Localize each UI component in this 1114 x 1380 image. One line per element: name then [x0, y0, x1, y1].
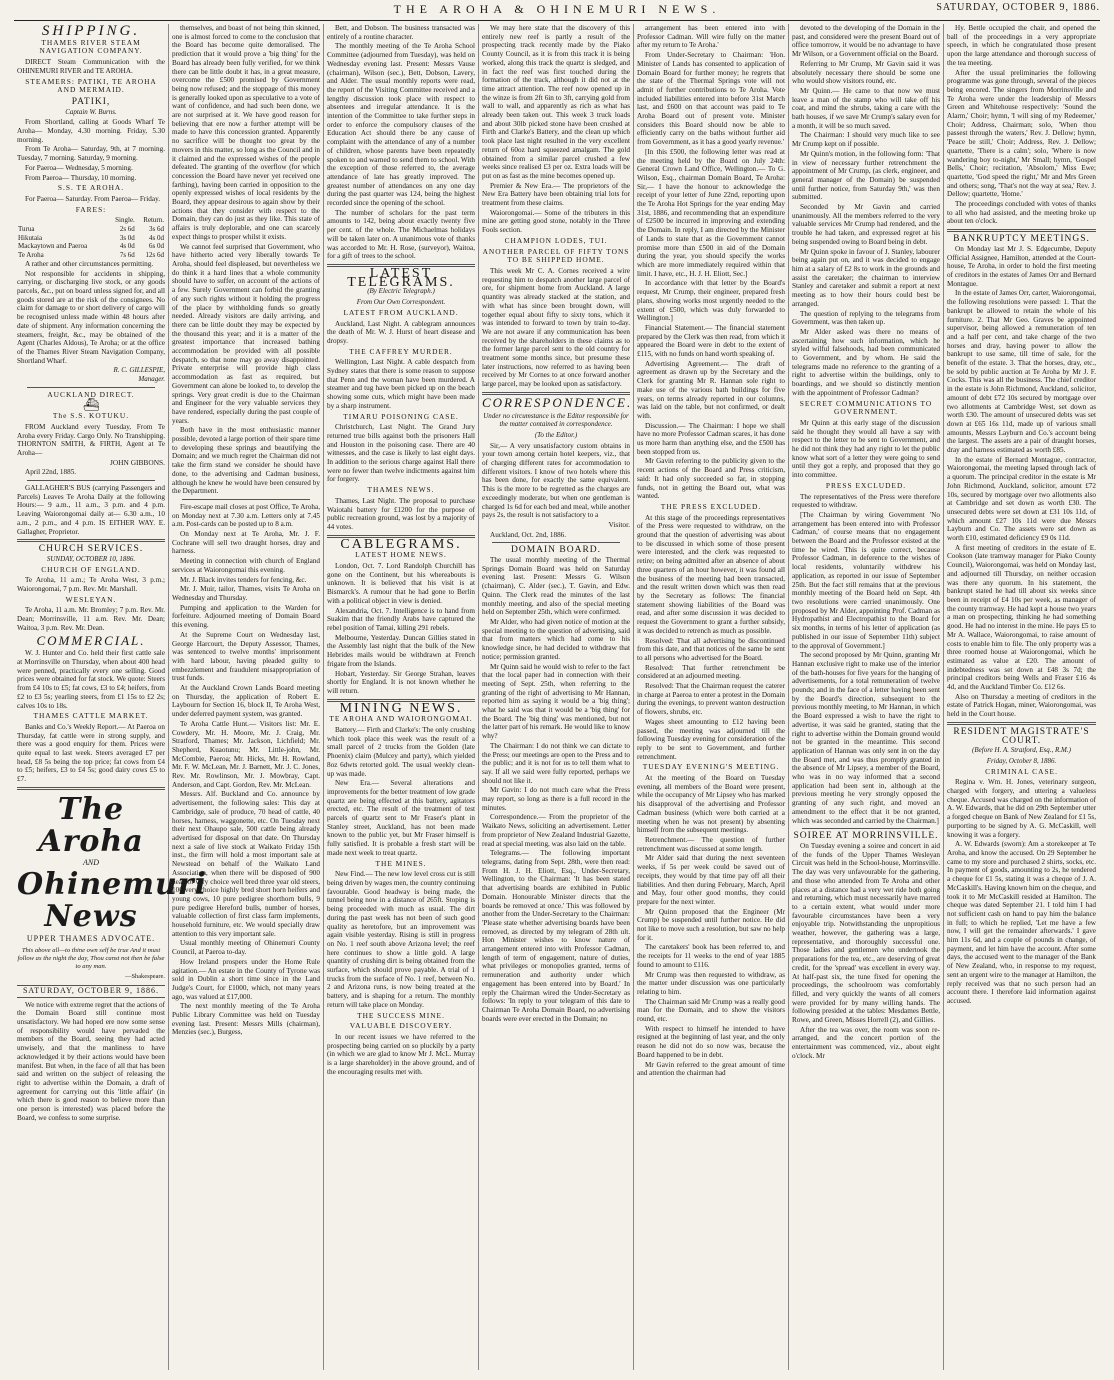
report-text: Referring to Mr Crump, Mr Gavin said it was absolutely necessary there should be some one who would show visitors round, etc.	[792, 59, 940, 86]
report-text: A. W. Edwards (sworn): Am a storekeeper at Te Aroha, and know the accused. On 29 September he came to my store and purchased 2 shirts, socks, etc. In payment of goods, amounting to 2s, he tendered a cheque for £1 5s, stating it was a cheque of J. A. McCaskill's. Having known him on the cheque, and took it to Mr McCaskill resided at Hamilton. The cheque was dated September 21. I told him I had not sufficient cash on hand to pay him the balance in full; to which he replied, 'Let me have a few now, I will get the remainder afterwards.' I gave him 11s 6d, and a couple of pounds in change, of payment, and let him have the account. After some days, the accused went to the manager of the Bank of New Zealand, who, in response to my request, sent an urgent wire to the manager at Hamilton, the reply received was that no such person had an account there. I therefore laid information against accused.	[947, 840, 1096, 1005]
report-text: At this stage of the proceedings representatives of the Press were requested to withdraw, on the ground that the question of advertising was about to be discussed in which some of those present were interested, and the clerk was requested to retire; on being admitted after an absence of about three quarters of an hour however, it was found all the business of the meeting had been transacted, and the result written down which was then read by the Secretary as follows: The financial statement showing liabilities of the Board was read, and after some discussion it was decided to request the Government to grant a further subsidy, it was decided to retrench as much as possible.	[637, 513, 785, 635]
local-item: The next monthly meeting of the Te Aroha Public Library Committee was held on Tuesday evening last. Present: Messrs Mills (chairman), Menzies (sec.), Burgess,	[172, 1002, 320, 1037]
mining-item: Battery.— Firth and Clarke's: The only crushing which took place this week was the result of a small parcel of 2 trucks from the Golden (late Phoenix) claim (Mulcey and party), which yielded 8oz 6dwts retorted gold. The usual weekly clean-up was made.	[327, 726, 475, 778]
heading-church-england: CHURCH OF ENGLAND.	[41, 564, 141, 574]
report-text: A first meeting of creditors in the estate of E. Cookson (late tramway manager for Piako County Council), Waiorongomai, was held on Monday last, and adjourned till Thursday, on neither occasion was there any quorum. In his statement, the bankrupt stated he had till about six weeks since been in receipt of £4 10s per week, as manager of the county tramway. He had kept a house two years a man on prospecting, thinking he had something good. He had no interest in the mine. He pays £5 to Mr A. Wallace, Waiorongomai, to raise amount of costs to enable him to file. The only property was a three roomed house at Waiorongomai, which he estimated as value at £20. The amount of indebtedness was set down at £48 3s 7d; the principal creditors being Wells and Fraser £16 4s 4d, and the Auckland Timber Co. £12 6s.	[947, 543, 1096, 692]
divider	[947, 229, 1096, 232]
divider	[492, 542, 620, 543]
report-text: The Chairman said Mr Crump was a really good man for the Domain, and to show the visitors round, etc.	[637, 997, 785, 1024]
telegram-item: Christchurch, Last Night. The Grand Jury returned true bills against both the prisoners Hall and Houston in the poisoning case. There are 40 witnesses, and the case is likely to last eight days. In addition to the serious charge against Hall there were no fewer than twelve indictments against him for forgery.	[327, 423, 475, 484]
report-text: Resolved: That the Chairman request the caterer in charge at Paeroa to enter a protest in the Domain during the evenings, to prevent wanton destruction of flowers, shrubs, etc.	[637, 682, 785, 717]
steamer-icon: ⛴	[82, 397, 100, 413]
report-text: Seconded by Mr Gavin and carried unanimously. All the members referred to the very valuable services Mr Crump had rendered, and the trouble he had taken, and expressed regret at his being suspended owing to Board being in debt.	[792, 203, 940, 246]
mining-item: We may here state that the discovery of this entirely new reef is partly a result of the prospecting track recently made by the Piako County Council, as it is from this track it is being worked, along this track the quartz is sledged, and in fact the reef was first touched during the formation of the track, although it did not at the time attract attention. The reef now opened up in the winze is from 2ft 6in to 3ft, carrying gold from wall to wall, and apparently as rich as what has already been taken out. This week 3 truck loads and about 30lb picked stone have been crushed at Firth and Clarke's Battery, and the clean up which took place last night resulted in the very excellent return of 60oz hard squeezed amalgam. The gold obtained from a similar parcel crushed a few weeks since realised £3 per oz. Extra loads will be put on as fast as the mine becomes opened up.	[482, 24, 630, 180]
manager-name: R. C. GILLESPIE,	[113, 366, 165, 375]
mining-item: Premier & New Era.— The proprietors of the New Era Battery have been obtaining trial lots for treatment from these claims.	[482, 181, 630, 208]
schedule-4: From Paeroa— Thursday, 10 morning.	[25, 173, 137, 182]
heading-cablegrams: CABLEGRAMS.	[340, 536, 462, 552]
column-4	[479, 24, 634, 1370]
cable-item: London, Oct. 7. Lord Randolph Churchill has gone on the Continent, but his whereabouts is unknown. It is believed that his visit is at Bismarck's. A rumour that he had gone to Berlin with a political object in view is denied.	[327, 562, 475, 605]
captain-line: Captain W. Burns.	[65, 107, 117, 116]
gibbons-date: April 22nd, 1885.	[25, 468, 77, 477]
heading-mining-sub: TE AROHA AND WAIORONGOMAI.	[329, 714, 473, 724]
local-item: Messrs. Alf. Buckland and Co. announce by advertisement, the following sales: This day at Cambridge, sale of produce, 70 head of cattle, 40 horses, harness, waggonette, etc. On Tuesday next their next Ohaupo sale, 500 cattle being already advertised for disposal on that date. On Thursday next a sale of live stock at Waikato Friday 15th inst., the firm will hold a most important sale at Newstead on behalf of the Waikato Land Association, when there will be disposed of 900 head of very choice well bred three year old steers, 100 very choice highly bred short horn heifers and young cows, 10 pure pedigree shorthorn bulls, 9 pure pedigree Hereford bulls, number of horses, valuable collection of first class farm implements, household furniture, etc. We would specially draw attention to this very important sale.	[172, 790, 320, 938]
nameplate-subtitle: UPPER THAMES ADVOCATE.	[26, 933, 156, 943]
report-text: arrangement has been entered into with Professor Cadman. Will wire fully on the matter after my return to Te Aroha.'	[637, 24, 785, 50]
heading-the-mines: THE MINES.	[375, 858, 427, 868]
mining-item: New Find.— The new low level cross cut is still being driven by wages men, the country continuing favourable. Good headway is being made, the tunnel being now in a distance of 265ft. Stoping is being proceeded with much as usual. The dirt during the past week has not been of such good quality as heretofore, but an improvement was again visible yesterday. Rising is still in progress on No. 1 reef south above Arizona level; the reef here continues to show a little gold. A large quantity of crushing dirt is being obtained from the surface, which should prove payable. A trial of 1 trucks from the surface of No. 1 reef, between No. 2 and Arizona runs, is now being treated at the battery, and is shaping for a return. The monthly return will take place on Monday.	[327, 870, 475, 1009]
local-item: Te Aroha Cattle Hunt.— Visitors list: Mr. E. Cowdery, Mr. H. Moore, Mr. J. Craig, Mr. Stratford, Thames; Mr. Jackson, Lichfield; Mr. Shepherd, Kuaotunu; Mr. Little-john, Mr. McCombie, Paeroa; Mr. Hicks, Mr. H. Rowland, Mr. F. W. McLean, Mr. J. Barnett, Mr. J. C. Jones, Rev. Mr. Rowlinson, Mr. J. Mowbray, Capt. Anderson, and Capt. Gordon, Rev. Mr. McLean.	[172, 719, 320, 789]
masthead	[14, 2, 1100, 22]
heading-another-parcel: ANOTHER PARCEL OF FIFTY TONS TO BE SHIPPED HOME.	[482, 246, 630, 265]
heading-wesleyan: WESLEYAN.	[65, 594, 117, 604]
report-text: In the estate of James Orr, carter, Waiorongomai, the following resolutions were passed: 1. That the bankrupt be allowed to retain the whole of his furniture. 2. That Mr Geo. Graves be appointed supervisor, being allowed a remuneration of ten and a half per cent, and take charge of the two horses and dray, having power to allow the bankrupt to use same, till time of sale, for the benefit of the estate. 3. That the horses, dray, etc., be sold by public auction at Te Aroha by Mr J. F. Cocks. This was all the business. The chief creditor in the estate is John Richmond, Auckland, solicitor, amount of debt £72 10s secured by mortgage over two allotments at Cambridge West, set down as worth £30. The amount of unsecured debts was set down at £65 16s 11d, made up of various small amounts, Messrs Layburn and Co.'s account being the largest. The assets are a pair of draught horses, dray and harness estimated as worth £85.	[947, 289, 1096, 455]
columns	[14, 24, 1100, 1370]
local-item: At the Auckland Crown Lands Board meeting on Thursday, the application of Robert E. Laybourn for Section 16, block II, Te Aroha West, under deferred payment system, was granted.	[172, 684, 320, 719]
report-text: Mr Quinn's motion, in the following form: 'That in view of necessary further retrenchment the appointment of Mr Crump, (as clerk, engineer, and general manager of the Domain) be suspended until further notice, from Saturday 9th,' was then submitted.	[792, 149, 940, 202]
manager-title: Manager.	[138, 375, 165, 384]
heading-success-mine: THE SUCCESS MINE.	[357, 1010, 445, 1020]
article-text: themselves, and boast of not being thin skinned, one is almost forced to come to the conclusion that the Board has become quite demoralised. The prediction that it would prove a 'big thing' for the Board has already been fully verified, for we think there can be little doubt it has, in a great measure, overcome the £500 promised by Government being now refused; and the stoppage of this money is generally looked upon as speculative to a vote of want of confidence, and had such been done, we are not surprised at it. We have good reason for believing that ere now a further attempt will be made to have this concession granted. Apparently no sacrifice will be thought too great by the movers in this matter, so long as the Council and in it claimed and the expressed wishes of the people defeated. The granting of the overflow (for which concession the Board have never yet received one farthing), having been carried in opposition to the openly expressed wishes of local residents by the Board, they appear desirous to again show by their actions that they consider with respect to the Domain, they can do just as they like. This state of affairs is truly deplorable, and one can scarcely expect things to prosper whilst it exists.	[172, 24, 320, 241]
report-text: Mr Quinn said he would wish to refer to the fact that the local paper had in connection with their meeting of Sept. 25th, when referring to the granting of the right of advertising to Mr Hannan, reported him as saying it would be a 'big thing'; what he said was that it would be a 'big thing' for the Board. The 'big thing' was mentioned, but not the latter part of his remark. He would like to know why?	[482, 662, 630, 741]
divider	[17, 787, 165, 790]
thames-cattle-text: Banks and Co.'s Weekly Report.— At Paeroa on Thursday, fat cattle were in strong supply, and there was a good enquiry for them. Prices were quite equal to last week. Steers averaged £7 per head, £8 5s being the top price; fat cows from £4 to £5; heifers, £3 to £4 5s; good dairy cows £5 to £7.	[17, 722, 165, 784]
heading-timaru: TIMARU POISONING CASE.	[343, 411, 459, 421]
schedule-2: From Te Aroha— Saturday, 9th, at 7 morning. Tuesday, 7 morning. Saturday, 9 morning.	[17, 145, 165, 163]
local-item: Pumping and application to the Warden for forfeiture. Adjourned meeting of Domain Board this evening.	[172, 603, 320, 630]
church-date: SUNDAY, OCTOBER 10, 1886.	[46, 554, 136, 563]
local-item: Mr. J. Black invites tenders for fencing, &c.	[180, 575, 307, 584]
heading-shipping: SHIPPING.	[41, 23, 141, 39]
table-row: Hikutaia 3s 0d 4s 0d	[18, 233, 164, 242]
heading-auckland-direct: AUCKLAND DIRECT.	[47, 389, 135, 399]
report-text: Wages sheet amounting to £12 having been passed, the meeting was adjourned till the following Tuesday evening for consideration of the reply to be sent to Government, and further retrenchment.	[637, 717, 785, 761]
magistrate-before: (Before H. A. Stratford, Esq., R.M.)	[972, 746, 1071, 755]
local-item: Usual monthly meeting of Ohinemuri County Council, at Paeroa to-day.	[172, 939, 320, 957]
local-item: How Ireland prospers under the Home Rule agitation.— An estate in the County of Tyrone was sold in Dublin a short time since in the Land Judge's Court, for £1000, which, not many years ago, was valued at £17,000.	[172, 957, 320, 1001]
nameplate-line-1: The Aroha	[38, 791, 144, 859]
report-text: Financial Statement.— The financial statement prepared by the Clerk was then read, from which it appeared the Board were in debt to the extent of £115, with no funds on hand worth speaking of.	[637, 323, 785, 359]
england-text: Te Aroha, 11 a.m.; Te Aroha West, 3 p.m.; Waiorongomai, 7 p.m. Rev. Mr. Marshall.	[17, 576, 165, 594]
report-text: Mr Gavin: I do not much care what the Press may report, so long as there is a full record in the minutes.	[482, 786, 630, 812]
bus-advert: GALLAGHER'S BUS (carrying Passengers and Parcels) Leaves Te Aroha Daily at the following Hours:— 9 a.m., 11 a.m., 3 p.m. and 4 p.m. Leaving Waiorongomai daily at— 6.30 a.m., 10 a.m., 2 p.m., and 4 p.m. IS EITHER WAY. E. Gallagher, Proprietor.	[17, 484, 165, 536]
motto-attribution: —Shakespeare.	[125, 973, 165, 981]
schedule-3: For Paeroa— Wednesday, 5 morning.	[25, 163, 133, 172]
fares-header-row: Single. Return.	[115, 216, 164, 225]
direct-text: DIRECT Steam Communication with the OHINEMURI RIVER and TE AROHA.	[17, 58, 165, 75]
local-item: The monthly meeting of the Te Aroha School Committee (adjourned from Tuesday), was held on Wednesday evening last. Present: Messrs Vause (chairman), Wilson (sec.), Bett, Dobson, Lavery, and Alder. The usual monthly reports were read, the report of the Visiting Committee received and a lengthy discussion took place with respect to absentees and irregular attendance. It is the intention of the Committee to take further steps in order to enforce the compulsory clauses of the Education Act should there be any cause of complaint with the attendance of any of a number of children, whose parents have been repeatedly spoken to and warned to send them to school. With the exception of those referred to, the average attendance of late has greatly improved. The greatest number of attendances on any one day during the past quarter was 124, being the highest recorded since the opening of the school.	[327, 42, 475, 208]
report-text: Mr Crump was then requested to withdraw, as the matter under discussion was one particularly relating to him.	[637, 970, 785, 996]
report-text: After the tea was over, the room was soon re-arranged, and the concert portion of the entertainment was commenced, viz., about eight o'clock. Mr	[792, 1025, 940, 1060]
report-text: Correspondence.— From the proprietor of the Waikato News, soliciting an advertisement. Letter from proprietor of New Zealand Industrial Gazette, read at special meeting, was also laid on the table.	[482, 813, 630, 848]
heading-steamers: STEAMERS: PATIKI, TE AROHA AND MERMAID.	[25, 76, 157, 95]
telegraph-byline: (By Electric Telegraph.)	[367, 287, 435, 296]
heading-latest-home: LATEST HOME NEWS.	[355, 550, 447, 560]
cable-item: Alexandria, Oct. 7. Intelligence is to hand from Suakim that the friendly Arabs have captured the rebel position of Tamai, killing 291 rebels.	[327, 606, 475, 632]
report-text: In accordance with that letter by the Board's request, Mr Crump, their engineer, prepared fresh plans, showing works most urgently needed to the extent of £500, which was duly forwarded to Wellington.]	[637, 279, 785, 323]
table-row: Te Aroha 7s 6d 12s 6d	[18, 251, 164, 260]
heading-domain-board: DOMAIN BOARD.	[510, 545, 602, 556]
heading-latest-auckland: LATEST FROM AUCKLAND.	[343, 307, 459, 317]
report-text: After the usual preliminaries the following programme was gone through, several of the pieces being encored. The singers from Morrinsville and Te Aroha were under the leadership of Messrs Green and Whitehouse respectively: 'Sound the Alarm,' Choir; hymn, 'I will sing of my Redeemer,' Choir; Address, Chairman; solo, 'When thou passest through the waters,' Rev. J. Dellow; hymn, 'Peace be still,' Choir; Address, Rev. J. Dellow; quartette, 'There is a calm'; solo, 'Where is now wandering boy to-night,' Mr Small; hymn, 'Gospel Bells,' Choir; recitation, 'Absolom,' Miss Ewe; quartette, 'God speed the right,' Mr and Mrs Green and others; song, 'That's not the way at sea,' Rev. J. Dellow; quartette, 'Home.'	[947, 68, 1096, 199]
correspondent-byline: From Our Own Correspondent.	[356, 298, 446, 307]
heading-latest-telegrams: LATEST TELEGRAMS.	[347, 265, 455, 290]
column-5	[634, 24, 789, 1370]
wesleyan-text: Te Aroha, 11 a.m. Mr. Bromley; 7 p.m. Rev. Mr. Dean; Morrinsville, 11 a.m. Rev. Mr. Dean; Waitoa, 3 p.m. Rev. Mr. Dean.	[17, 606, 165, 632]
heading-patiki: PATIKI,	[71, 96, 111, 107]
heading-champion-lodes: CHAMPION LODES, TUI.	[504, 235, 608, 245]
divider	[802, 828, 930, 829]
report-text: The usual monthly meeting of the Thermal Springs Domain Board was held on Saturday evening last. Present: Messrs G. Wilson (chairman), C. Alder (sec.), T. Gavin, and Edw. Quinn. The Clerk read the minutes of the last monthly meeting, and also of the special meeting held on September 25th, which were confirmed.	[482, 556, 630, 617]
letter-text: Sir,— A very unsatisfactory custom obtains in your town among certain hotel keepers, viz., that of charging different rates for accommodation to different visitors. I know of two hotels where this has been done, for exactly the same equivalent. This is the more to be regretted as the charges are exceedingly moderate, but when one gentleman is charged 1s 6d for each bed and meal, while another pays 2s, the result is not satisfactory to a	[482, 441, 630, 520]
mining-item: New Era.— Several alterations and improvements for the better treatment of low grade quartz are being effected at this battery, agitators erected, etc. The result of the treatment of test parcels of quartz sent to Mr Fraser's plant in Stanley street, Auckland, has not been made known to the public yet, but Mr Fraser himself is fully satisfied. It is probable a fresh start will be made next week to treat quartz.	[327, 779, 475, 857]
heading-te-aroha-steamer: S.S. TE AROHA.	[57, 183, 125, 193]
report-text: The proceedings concluded with votes of thanks to all who had assisted, and the meeting broke up about ten o'clock.	[947, 200, 1096, 226]
report-text: The Chairman: I do not think we can dictate to the Press; our meetings are open to the Press and to the public; and it is not for us to tell them what to say. If all we said were fully reported, perhaps we should not like it.	[482, 741, 630, 785]
masthead-rule	[14, 20, 1100, 21]
column-1	[14, 23, 207, 1370]
commercial-text: W. J. Hunter and Co. held their first cattle sale at Morrinsville on Thursday, when about 400 head were penned, practically every one selling. Good prices were obtained for fat stock. We quote: Steers from £4 10s to £5; fat cows, £3 to £4; heifers, from £2 to £3 5s; yearling steers, from £1 15s to £2 2s; calves 10s to 18s.	[17, 649, 165, 710]
letter-signature: Visitor.	[608, 519, 630, 529]
motto: This above all—to thine own self be true And it must follow as the night the day, Thou canst not then be false to any man.	[17, 947, 165, 971]
heading-secret-communications: SECRET COMMUNICATIONS TO GOVERNMENT.	[799, 398, 933, 417]
report-text: At the meeting of the Board on Tuesday evening, all members of the Board were present, while the occupancy of Mr Lipsey who has marked his disapproval of the advertising and Professor Cadman business (which were both carried at a meeting when he was not present) by absenting himself from the subsequent meetings.	[637, 774, 785, 835]
heading-company: THAMES RIVER STEAM NAVIGATION COMPANY.	[39, 37, 143, 56]
heading-kotuku: The S.S. KOTUKU.	[52, 411, 130, 421]
report-text: The question of replying to the telegrams from Government, was then taken up.	[792, 309, 940, 327]
report-text: From Under-Secretary to Chairman: 'Hon. Minister of Lands has consented to application of Domain Board for further money; he regrets that the state of the Thermal Springs vote will not admit of further contributions to Te Aroha. Vote included liabilities entered into before 31st March last, and £600 on that account was paid to Te Aroha Board out of present vote. Minister considers this Board should now be able to efficiently carry on the baths without further aid from Government, as it has a good yearly revenue.'	[637, 51, 785, 147]
heading-valuable-discovery: VALUABLE DISCOVERY.	[349, 1021, 453, 1031]
report-text: Telegrams.— The following important telegrams, dating from Sept. 28th, were then read: From H. J. H. Eliott, Esq., Under-Secretary, Wellington, to the Chairman: 'It has been stated that advertising boards are exhibited in Public Domain. Honourable Minister directs that the boards be removed at once.' This was followed by another from the Under-Secretary to the Chairman: 'Please state whether advertising boards have been removed, as directed by my telegram of 28th ult. Hon Minister wishes to know nature of arrangement entered into with Professor Cadman, length of term of engagement, nature of duties, what privileges or monopolies granted, terms of remuneration and authority under which engagement has been entered into by Board.' In reply the Chairman wired the Under-Secretary as follows: 'In reply to your telegram of this date to Chairman Te Aroha Domain Board, no advertising boards were ever erected in the Domain; no	[482, 849, 630, 1023]
report-text: Mr Gavin referred to the great amount of time and attention the chairman had	[637, 1060, 785, 1078]
telegram-item: Auckland, Last Night. A cablegram announces the death of Mr. W. J. Hurst of heart disease and dropsy.	[327, 319, 475, 345]
report-text: Advertising Agreement.— The draft of agreement as drawn up by the Secretary and the Clerk for granting Mr R. Hannan sole right to make use of the various bath buildings for five years, on terms already reported in our columns, was laid on the table, but not confirmed, or dealt with.	[637, 359, 785, 420]
report-text: Mr Quinn proposed that the Engineer (Mr Crump) be suspended until further notice. He did not like to move such a resolution, but saw no help for it.	[637, 907, 785, 942]
report-text: On Tuesday evening a soiree and concert in aid of the funds of the Upper Thames Wesleyan Circuit was held in the School-house, Morrinsville. The day was very unfavourable for the gathering, and those who attended from Te Aroha and other places at a distance had a very wet ride both going and returning, which must necessarily have marred to a certain extent, what would under more favourable circumstances have been a very enjoyable trip. Notwithstanding the unpropitious weather, however, the gathering was a large, representative, and thoroughly successful one. Those ladies and gentlemen who undertook the preparations for the tea, etc., are deserving of great credit, for the 'spread' was excellent in every way. At half-past six, the tune fixed for opening the proceedings, the schoolroom was comfortably filled, and very quickly the wants of all comers were provided for by many willing hands. The following presided at the tables: Mesdames Bettle, Rowe, and Green, Misses Horrell (2), and Gillies.	[792, 841, 940, 1025]
column-3	[324, 24, 479, 1370]
gibbons-signature: JOHN GIBBONS.	[109, 457, 165, 467]
to-the-editor: (To the Editor.)	[534, 430, 578, 439]
heading-thames-news: THAMES NEWS.	[367, 485, 435, 495]
report-text: Retrenchment.— The question of further retrenchment was discussed at some length.	[637, 835, 785, 853]
column-7	[944, 24, 1099, 1370]
report-text: Resolved: That further retrenchment be considered at an adjourned meeting.	[637, 663, 785, 681]
divider	[947, 722, 1096, 725]
heading-church: CHURCH SERVICES.	[38, 544, 144, 555]
report-text: With respect to himself he intended to have resigned at the beginning of last year, and the only reason he did not do so now was, because the Board happened to be in debt.	[637, 1024, 785, 1059]
schedule-5: For Paeroa— Saturday. From Paeroa— Friday.	[25, 194, 161, 203]
heading-correspondence: CORRESPONDENCE.	[482, 394, 633, 410]
local-item: Mr. J. Muir, tailor, Thames, visits Te Aroha on Wednesday and Thursday.	[172, 585, 320, 602]
heading-criminal-case: CRIMINAL CASE.	[985, 766, 1058, 776]
column-2	[169, 24, 324, 1370]
report-text: Mr Quinn at this early stage of the discussion said he thought they would all have a say with respect to the letter to be sent to Government, and he did not think they had any right to let the public know what sort of a letter they were going to send until they got a reply, and proposed that they go into committee.	[792, 418, 940, 480]
issue-dateline: SATURDAY, OCTOBER 9, 1886.	[17, 985, 165, 998]
fare-note: A rather and other circumstances permitting.	[25, 259, 154, 268]
kotuku-text: FROM Auckland every Tuesday, From Te Aroha every Friday. Cargo Only. No Transhipping. THORNTON SMITH, & FIRTH, Agent at Te Aroha—	[17, 422, 165, 457]
report-text: Mr Alder said that during the next seventeen weeks, if 5s per week could be saved out of receipts, they would by that time pay off all their liabilities. And then during February, March, April and May, four other good months, they could prepare for the next winter.	[637, 854, 785, 906]
heading-bankruptcy: BANKRUPTCY MEETINGS.	[953, 234, 1090, 245]
letter-date: Auckland, Oct. 2nd, 1886.	[490, 530, 567, 539]
report-text: Mr Quinn.— He came to that now we must leave a man of the stamp who will take off his coat, and mind the shrubs, taking a care with the bath houses, if we save Mr Crump's salary even for a month, it will be so much saved.	[792, 86, 940, 130]
report-text: The caretakers' book has been referred to, and the receipts for 11 weeks to the end of year 1885 found to amount to £116.	[637, 943, 785, 969]
report-text: Mr Gavin referring to the publicity given to the recent actions of the Board and Press criticism, said: It had only succeeded so far, in stopping funds, not in getting the Board out, what was wanted.	[637, 457, 785, 501]
report-text: On Monday last Mr J. S. Edgecumbe, Deputy Official Assignee, Hamilton, attended at the Court-house, Te Aroha, in order to hold the first meeting of creditors in the estates of James Orr and Bernard Montague.	[947, 244, 1096, 288]
masthead-title: THE AROHA & OHINEMURI NEWS.	[393, 2, 721, 16]
heading-press-excluded: THE PRESS EXCLUDED.	[660, 501, 762, 511]
report-text: Mr Alder asked was there no means of ascertaining how such information, which he styled wilful falsehoods, had been communicated to Government, and by whom. He said the telegrams made no reference to the granting of a right to advertise within the buildings, only to boardings, and we should so distinctly mention with the appointment of Professor Cadman?	[792, 327, 940, 397]
heading-resident-magistrate: RESIDENT MAGISTRATE'S COURT.	[953, 726, 1090, 746]
divider	[27, 480, 155, 481]
report-text: The Chairman: I should very much like to see Mr Crump kept on if possible.	[792, 131, 940, 149]
shipping-notice: Not responsible for accidents in shipping, carrying, or discharging live stock, or any goods parcels, &c., put on board unless signed for, and all goods stored are at the risk of the consignees. No claim for damage to or short delivery of cargo will be recognised unless made within 48 hours after date of shipment. Any information concerning the steamers, freight, &c., may be obtained of the Agent (Charles Aldous), Te Aroha; or at the office of the Thames River Steam Navigation Company, Shortland Wharf.	[17, 269, 165, 365]
report-text: devoted to the developing of the Domain in the past, and considered were the present Board out of office tomorrow, it would be no advantage to have Mr Wilson, or a Government official on the Board.	[792, 24, 940, 59]
mining-item: Waiorongomai.— Some of the tributers in this mine are getting good stone, notably in the Three Fools section.	[482, 208, 630, 235]
column-6	[789, 24, 944, 1370]
local-item: Fire-escape mail closes at post Office, Te Aroha, on Monday next at 7.30 a.m. Letters only at 7.45 a.m. Post-cards can be posted up to 8 a.m.	[172, 502, 320, 529]
table-row: Mackaytown and Paeroa 4s 0d 6s 0d	[18, 242, 164, 251]
local-item: At the Supreme Court on Wednesday last, George Harcourt, the Deputy Assessor, Thames, was sentenced to twelve months' imprisonment with hard labour, having pleaded guilty to embezzlement and fraudulent misappropriation of trust funds.	[172, 630, 320, 683]
divider	[17, 539, 165, 542]
article-text: We cannot feel surprised that Government, who have hitherto acted very liberally towards Te Aroha, should feel displeased, but nevertheless we do think it a hard lines that a whole community should have to suffer, on account of the actions of a few. Surely Government can forbid the granting of any such rights without it holding the progress of the place by withholding funds so greatly needed. Already visitors are daily arriving, and there can be little doubt they may be expected by the thousand this year; and it is a matter of the greatest importance that increased bathing accommodation be provided with all possible despatch, so that none may go away disappointed. Private enterprise will provide high class accommodation as fast as required, but Government can alone be looked to, to develop the springs. Very great credit is due to the Chairman and Engineer for the very valuable services they have rendered, especially during the past couple of years.	[172, 242, 320, 425]
leader-text: We notice with extreme regret that the actions of the Domain Board still continue most unsatisfactory. We had hoped ere now some sense of responsibility would have pervaded the members of the Board, seeing they had acted unwisely, and that the manliness to have acknowledged it by their actions would have been manifest. But when, in the face of all that has been said and written on the subject of releasing the right to advertise within the Domain, a draft of agreement for carrying out this 'little affair' (in which there is good reason to believe more than one person is interested) was placed before the Board, we confess to some surprise.	[17, 1000, 165, 1122]
table-row: Turua 2s 6d 3s 6d	[18, 225, 164, 234]
heading-tuesday-meeting: TUESDAY EVENING'S MEETING.	[642, 762, 780, 772]
report-text: Hy. Bettle occupied the chair, and opened the ball of the proceedings in a very appropriate speech, in which he congratulated those present upon the large attendance and thorough success of the tea meeting.	[947, 24, 1096, 67]
local-item: Meeting in connection with church of England services at Waiorongomai this evening.	[172, 557, 320, 574]
cable-item: Hobart, Yesterday. Sir George Strahan, leaves shortly for England. It is not known whether he will return.	[327, 669, 475, 695]
article-text: Both have in the most enthusiastic manner possible, devoted a large portion of their spare time to developing these springs and beautifying the Domain; and we much regret the Chairman did not take the firm stand we consider he should have done, to the advertising and Cadman business, although he knew he would have been censured by the Department.	[172, 426, 320, 496]
telegram-item: Thames, Last Night. The proposal to purchase Waiotahi battery for £1200 for the purpose of public recreation ground, was lost by a majority of 44 votes.	[327, 496, 475, 531]
heading-caffrey: THE CAFFREY MURDER.	[349, 346, 453, 356]
heading-press-excluded-2: PRESS EXCLUDED.	[825, 480, 907, 490]
heading-mining-news: MINING NEWS.	[339, 700, 463, 716]
report-text: Resolved: That all advertising be discontinued from this date, and that notices of the same be sent to all persons who advertised for the Board.	[637, 636, 785, 662]
divider	[27, 387, 155, 388]
nameplate	[17, 791, 207, 943]
heading-thames-cattle: THAMES CATTLE MARKET.	[33, 711, 149, 721]
heading-fares: FARES:	[75, 204, 107, 214]
mining-item: This week Mr C. A. Cornes received a wire requesting him to despatch another large parcel of ore, for shipment home from Auckland. A large quantity was already stacked at the station, and with what has since been brought down, will together equal about fifty to sixty tons, which it was intended to forward to town by train to-day. We are not aware if any communication has been received by the shareholders in these claims as to the former large parcel sent to the old country for treatment some months since, but presume these later instructions, now referred to as having been received by Mr Cornes to at once forward another large parcel, may be looked upon as satisfactory.	[482, 266, 630, 389]
local-item: Bett, and Dobson. The business transacted was entirely of a routine character.	[327, 24, 475, 41]
heading-commercial: COMMERCIAL.	[36, 632, 146, 648]
nameplate-and: AND	[83, 857, 99, 867]
report-text: Also on Thursday a meeting of creditors in the estate of Patrick Hogan, miner, Waiorongomai, was held in the Court house.	[947, 692, 1096, 719]
masthead-date: SATURDAY, OCTOBER 9, 1886.	[936, 2, 1100, 13]
report-text: Mr Quinn spoke in favour of J. Stanley, labourer being again put on, and it was decided to engage him at a salary of £2 8s to work in the grounds and assist the caretaker; the chairman to interview Stanley and caretaker and submit a report at next meeting as to how their hours could best be arranged.	[792, 247, 940, 308]
nameplate-line-2: Ohinemuri News	[17, 866, 207, 934]
report-text: Mr Alder, who had given notice of motion at the special meeting to the question of advertising, said that from matters which had come to his knowledge since, he had decided to withdraw that notice; permission granted.	[482, 618, 630, 661]
mining-item: In our recent issues we have referred to the prospecting being carried on so pluckily by a party (in which we are glad to know Mr J. McL. Murray is a large shareholder) in the above ground, and of the encouraging results met with.	[327, 1032, 475, 1076]
cable-item: Melbourne, Yesterday. Duncan Gillies stated in the Assembly last night that the bulk of the New Hebrides mails would be withdrawn at French frigate from the Islands.	[327, 633, 475, 668]
report-text: The representatives of the Press were therefore requested to withdraw.	[792, 492, 940, 510]
telegram-item: Wellington, Last Night. A cable despatch from Sydney states that there is some reason to suppose that Penn and the woman have been murdered. A steamer and tug have been picked up on the beach showing some cuts, which might have been made by a sharp instrument.	[327, 358, 475, 410]
report-text: The second proposed by Mr Quinn, granting Mr Hannan exclusive right to make use of the interior of the bath-houses for five years for the hanging of advertisements, for a total remuneration of twelve pounds; and in the face of a letter having been sent by the Board's direction, subsequent to the previous monthly meeting, to Mr Hannan, in which the Board expressed a wish to have the right to advertise, it was said he granted, stating that the right to advertise within the Domain ground would not be granted in the meantime. This second application of Hannan was only sent in on the day the Board met, and was thus promptly granted in the absence of Mr Lipsey, a member of the Board, who was in no way informed that a second application had been sent in, although at the previous meeting he very strongly opposed the granting of any such right, and moved an amendment to the effect that it be not granted, which was seconded and carried by the Chairman.]	[792, 651, 940, 825]
report-text: Regina v. Wm. H. Jones, veterinary surgeon, charged with forgery, and uttering a valueless cheque. Accused was charged on the information of A. W. Edwards, that he did on 29th September utter a forged cheque on Bank of New Zealand for £1 5s, purporting to be signed by A. G. McCaskill, well knowing it was a forgery.	[947, 778, 1096, 839]
report-text: [The Chairman by wiring Government 'No arrangement has been entered into with Professor Cadman,' of course means that no engagement between the Board and the Professor existed at the time he wired. This is quite correct, because Professor Cadman, in deference to the wishes of local residents, voluntarily withdrew his application, as reported in our issue of September 25th. But the fact still remains that at the previous monthly meeting of the Board held on Sept. 4th two resolutions were carried unanimously. One proposed by Mr Alder, appointing Prof. Cadman as Hydropathist and Electropathist to the Board for six months, in terms of his letter of application (as published in our issue of September 11th) subject to the approval of Government.]	[792, 510, 940, 650]
correspondence-note: Under no circumstance is the Editor responsible for the matter contained in correspondence.	[483, 411, 629, 429]
fares-table	[17, 216, 165, 260]
report-text: Discussion.— The Chairman: I hope we shall have no more Professor Cadman scares, it has done us more harm than anything else, and the £500 has been stopped from us.	[637, 421, 785, 456]
local-item: On Monday next at Te Aroha, Mr. J. F. Cochrane will sell two draught horses, dray and harness.	[172, 530, 320, 556]
report-text: [In this £500, the following letter was read at the meeting held by the Board on July 24th: General Crown Land Office, Wellington.— To G. Wilson, Esq., chairman Domain Board, Te Aroha: Sir,— I have the honour to acknowledge the receipt of your letter of June 22nd, reporting upon the Te Aroha Hot Springs for the year ending May 31st, 1886, and recommending that an expenditure of £2500 be incurred in improving and extending the Domain. In reply, I am directed by the Minister of Lands to state that as the Government cannot promise more than £500 in aid of the Domain during the year, you should specify the works which are more immediately required within that limit. I have, etc., H. J. H. Eliott, Sec.]	[637, 147, 785, 278]
court-date: Friday, October 8, 1886.	[986, 756, 1057, 765]
divider	[182, 499, 310, 500]
schedule-1: From Shortland, calling at Goods Wharf Te Aroha— Monday, 4.30 morning. Friday, 5.30 morning.	[17, 118, 165, 144]
report-text: In the estate of Bernard Montague, contractor, Waiorongomai, the meeting lapsed through lack of a quorum. The principal creditor in the estate is Mr John Richmond, Auckland, solicitor, amount £72 10s, secured by mortgage over two allotments also at Cambridge and set down as worth £30. The unsecured debts were set down at £31 10s 11d, of which amount £27 10s 11d were due Messrs Layburn and Co. The assets were set down as worth £10, estimated deficiency £9 0s 11d.	[947, 455, 1096, 543]
heading-soiree: SOIREE AT MORRINSVILLE.	[793, 831, 939, 842]
local-item: The number of scholars for the past term amounts to 142, being about exactly twenty five per cent. of the whole. The Michaelmas holidays will be taken later on. A unanimous vote of thanks was accorded to Mr. H. Rose, (surveyor), Waitoa, for a gift of trees to the school.	[327, 208, 475, 261]
